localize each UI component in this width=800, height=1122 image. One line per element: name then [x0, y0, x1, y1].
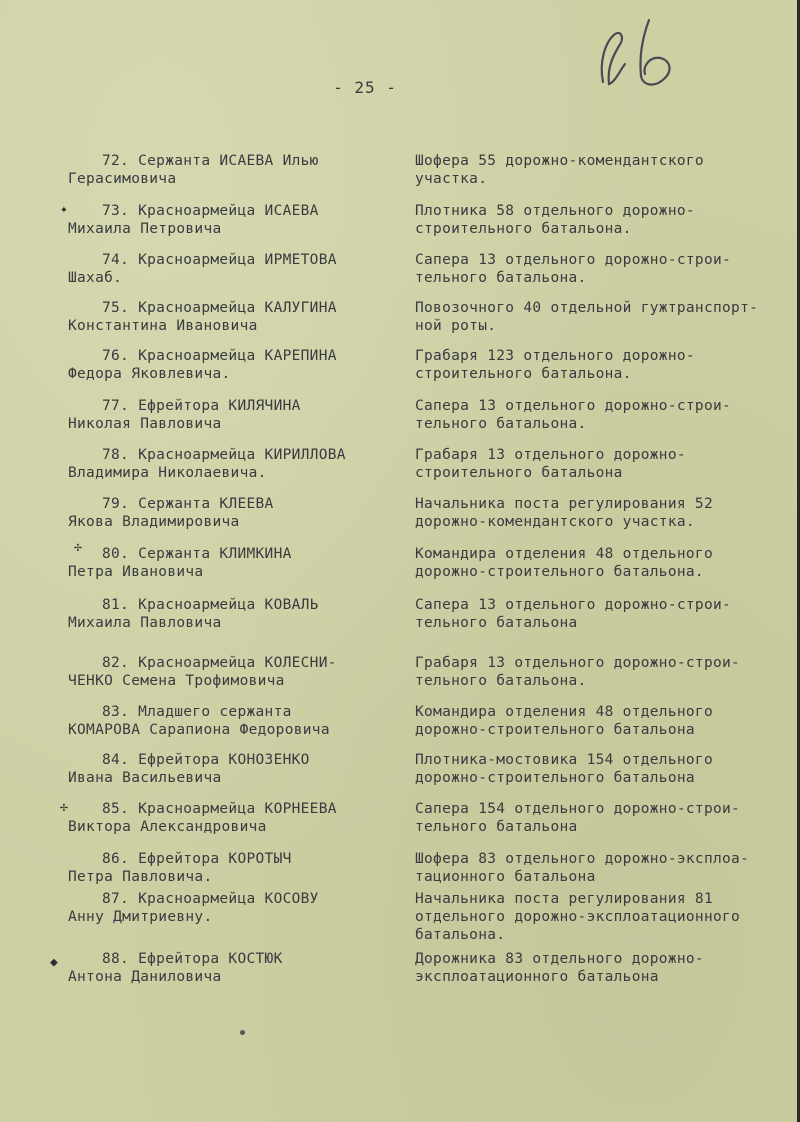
entry-position-line-1: Сапера 13 отдельного дорожно-строи-	[415, 398, 732, 414]
entry-position-line-2: дорожно-строительного батальона	[415, 722, 695, 738]
entry-name-line-1: 85. Красноармейца КОРНЕЕВА	[102, 801, 337, 817]
entry-position-line-3: батальона.	[415, 927, 506, 943]
entry-name-line-2: ЧЕНКО Семена Трофимовича	[68, 673, 285, 689]
entry-name-line-1: 78. Красноармейца КИРИЛЛОВА	[102, 447, 346, 463]
entry-name-line-2: Петра Ивановича	[68, 564, 204, 580]
entry-position-line-2: дорожно-строительного батальона	[415, 770, 695, 786]
entry-position-line-1: Сапера 13 отдельного дорожно-строи-	[415, 597, 732, 613]
entry-name-line-1: 84. Ефрейтора КОНОЗЕНКО	[102, 752, 310, 768]
entry-position-line-2: дорожно-строительного батальона.	[415, 564, 704, 580]
entry-position-line-1: Грабаря 123 отдельного дорожно-	[415, 348, 695, 364]
entry-name-line-2: Виктора Александровича	[68, 819, 267, 835]
entry-position-line-2: ной роты.	[415, 318, 497, 334]
entry-position-line-1: Повозочного 40 отдельной гужтранспорт-	[415, 300, 759, 316]
entry-position-line-2: тельного батальона	[415, 615, 578, 631]
entry-name-line-2: Шахаб.	[68, 270, 123, 286]
entry-position-line-2: участка.	[415, 171, 488, 187]
entry-position-line-1: Грабаря 13 отдельного дорожно-	[415, 447, 686, 463]
entry-position-line-1: Дорожника 83 отдельного дорожно-	[415, 951, 704, 967]
entry-name-line-2: Николая Павловича	[68, 416, 222, 432]
entry-position-line-1: Начальника поста регулирования 52	[415, 496, 713, 512]
entry-name-line-1: 74. Красноармейца ИРМЕТОВА	[102, 252, 337, 268]
entry-position-line-1: Плотника-мостовика 154 отдельного	[415, 752, 713, 768]
entry-name-line-2: Михаила Павловича	[68, 615, 222, 631]
entry-position-line-1: Грабаря 13 отдельного дорожно-строи-	[415, 655, 741, 671]
entry-position-line-1: Командира отделения 48 отдельного	[415, 546, 713, 562]
entry-position-line-2: эксплоатационного батальона	[415, 969, 659, 985]
entry-name-line-1: 80. Сержанта КЛИМКИНА	[102, 546, 292, 562]
entry-position-line-1: Сапера 154 отдельного дорожно-строи-	[415, 801, 741, 817]
entry-position-line-2: строительного батальона	[415, 465, 623, 481]
entry-name-line-1: 72. Сержанта ИСАЕВА Илью	[102, 153, 319, 169]
entry-name-line-1: 81. Красноармейца КОВАЛЬ	[102, 597, 319, 613]
entry-name-line-1: 77. Ефрейтора КИЛЯЧИНА	[102, 398, 301, 414]
margin-mark: ✢	[60, 800, 68, 815]
entry-name-line-2: Якова Владимировича	[68, 514, 240, 530]
entry-name-line-2: Анну Дмитриевну.	[68, 909, 213, 925]
entry-name-line-1: 88. Ефрейтора КОСТЮК	[102, 951, 283, 967]
entry-position-line-1: Шофера 83 отдельного дорожно-эксплоа-	[415, 851, 750, 867]
entry-name-line-1: 87. Красноармейца КОСОВУ	[102, 891, 319, 907]
entry-position-line-1: Начальника поста регулирования 81	[415, 891, 713, 907]
entry-name-line-2: Ивана Васильевича	[68, 770, 222, 786]
entry-name-line-2: Михаила Петровича	[68, 221, 222, 237]
entry-name-line-1: 75. Красноармейца КАЛУГИНА	[102, 300, 337, 316]
entry-position-line-1: Командира отделения 48 отдельного	[415, 704, 713, 720]
entry-name-line-1: 82. Красноармейца КОЛЕСНИ-	[102, 655, 337, 671]
entry-position-line-2: дорожно-комендантского участка.	[415, 514, 695, 530]
entry-name-line-2: Антона Даниловича	[68, 969, 222, 985]
margin-mark: ✢	[74, 540, 82, 555]
entry-position-line-1: Плотника 58 отдельного дорожно-	[415, 203, 695, 219]
entry-name-line-2: Владимира Николаевича.	[68, 465, 267, 481]
entry-position-line-2: строительного батальона.	[415, 221, 632, 237]
entry-name-line-1: 76. Красноармейца КАРЕПИНА	[102, 348, 337, 364]
entry-name-line-2: Герасимовича	[68, 171, 177, 187]
entry-position-line-2: строительного батальона.	[415, 366, 632, 382]
entry-position-line-2: тационного батальона	[415, 869, 596, 885]
margin-mark: ◆	[50, 955, 58, 970]
entry-position-line-2: тельного батальона	[415, 819, 578, 835]
entry-name-line-1: 79. Сержанта КЛЕЕВА	[102, 496, 274, 512]
entry-position-line-1: Шофера 55 дорожно-комендантского	[415, 153, 704, 169]
entry-name-line-1: 83. Младшего сержанта	[102, 704, 292, 720]
entry-position-line-1: Сапера 13 отдельного дорожно-строи-	[415, 252, 732, 268]
entry-position-line-2: тельного батальона.	[415, 270, 587, 286]
page-number: - 25 -	[333, 78, 397, 97]
entry-name-line-2: Петра Павловича.	[68, 869, 213, 885]
entry-name-line-2: Константина Ивановича	[68, 318, 258, 334]
entry-name-line-1: 73. Красноармейца ИСАЕВА	[102, 203, 319, 219]
entry-position-line-2: отдельного дорожно-эксплоатационного	[415, 909, 741, 925]
entry-name-line-1: 86. Ефрейтора КОРОТЫЧ	[102, 851, 292, 867]
entry-position-line-2: тельного батальона.	[415, 673, 587, 689]
ink-spot	[240, 1030, 245, 1035]
entry-name-line-2: Федора Яковлевича.	[68, 366, 231, 382]
entry-name-line-2: КОМАРОВА Сарапиона Федоровича	[68, 722, 330, 738]
entry-position-line-2: тельного батальона.	[415, 416, 587, 432]
margin-mark: ✦	[60, 202, 68, 217]
